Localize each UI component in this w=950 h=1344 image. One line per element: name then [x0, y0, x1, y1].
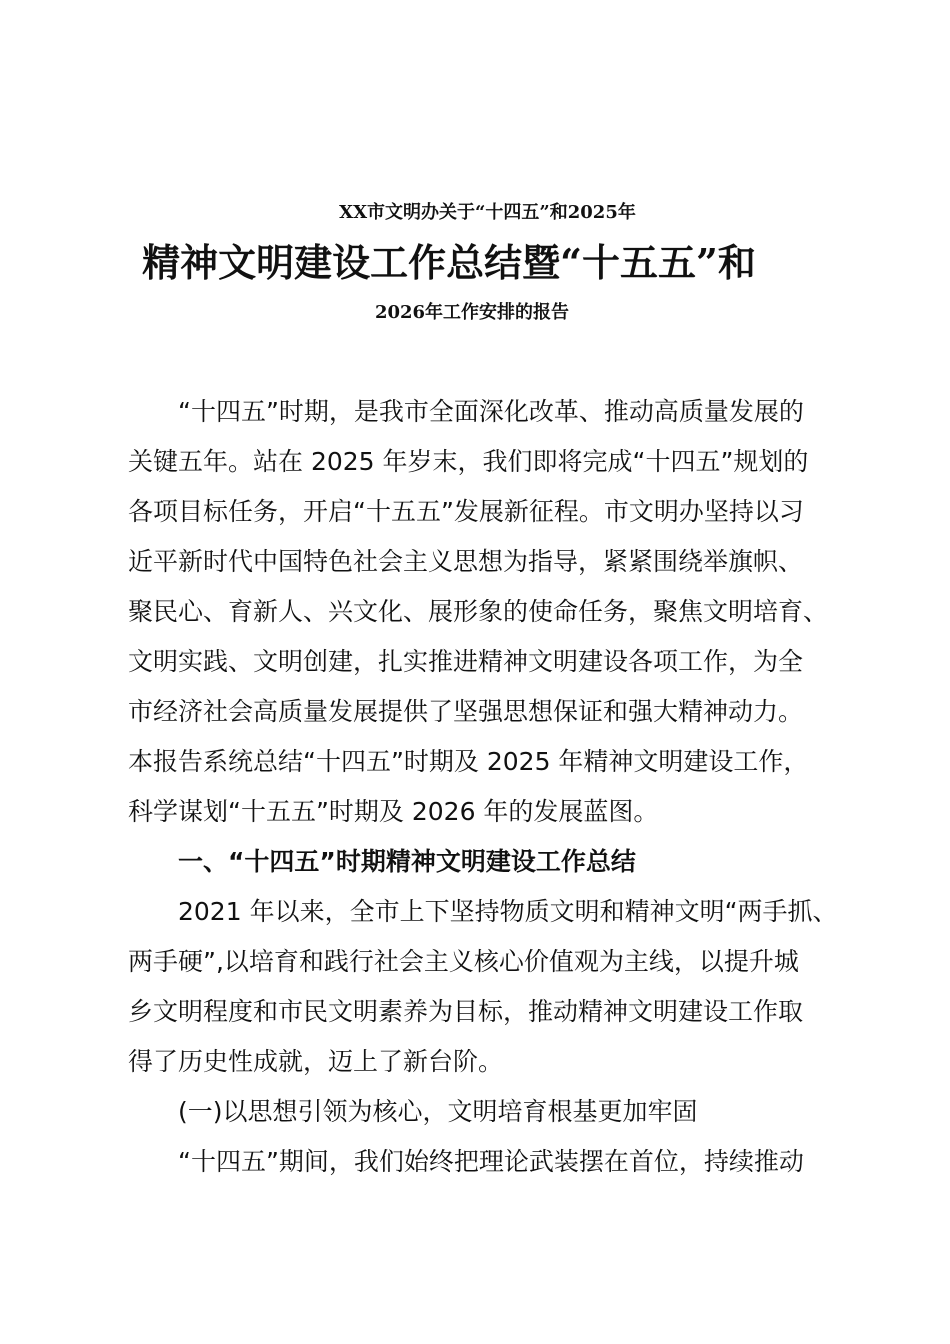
- section-body-line: 两手硬”,以培育和践行社会主义核心价值观为主线，以提升城: [128, 947, 799, 976]
- section-heading: 一、“十四五”时期精神文明建设工作总结: [178, 847, 636, 876]
- report-title-line-3: 2026年工作安排的报告: [374, 302, 570, 323]
- intro-paragraph-line: 科学谋划“十五五”时期及 2026 年的发展蓝图。: [128, 797, 659, 826]
- intro-paragraph-line: 聚民心、育新人、兴文化、展形象的使命任务，聚焦文明培育、: [128, 597, 829, 626]
- section-body-line: 得了历史性成就，迈上了新台阶。: [128, 1047, 504, 1076]
- intro-paragraph-line: 近平新时代中国特色社会主义思想为指导，紧紧围绕举旗帜、: [128, 547, 804, 576]
- section-body-line: 乡文明程度和市民文明素养为目标，推动精神文明建设工作取: [128, 997, 804, 1026]
- subsection-body-line: “十四五”期间，我们始终把理论武装摆在首位，持续推动: [178, 1147, 804, 1176]
- intro-paragraph-line: 本报告系统总结“十四五”时期及 2025 年精神文明建设工作，: [128, 747, 809, 776]
- section-body-line: 2021 年以来，全市上下坚持物质文明和精神文明“两手抓、: [178, 897, 838, 926]
- intro-paragraph-line: “十四五”时期，是我市全面深化改革、推动高质量发展的: [178, 397, 804, 426]
- report-title-line-2: 精神文明建设工作总结暨“十五五”和: [142, 240, 756, 285]
- subsection-heading: (一)以思想引领为核心，文明培育根基更加牢固: [178, 1097, 698, 1126]
- intro-paragraph-line: 关键五年。站在 2025 年岁末，我们即将完成“十四五”规划的: [128, 447, 809, 476]
- intro-paragraph-line: 市经济社会高质量发展提供了坚强思想保证和强大精神动力。: [128, 697, 804, 726]
- intro-paragraph-line: 文明实践、文明创建，扎实推进精神文明建设各项工作，为全: [128, 647, 804, 676]
- intro-paragraph-line: 各项目标任务，开启“十五五”发展新征程。市文明办坚持以习: [128, 497, 804, 526]
- report-title-line-1: XX市文明办关于“十四五”和2025年: [339, 202, 636, 223]
